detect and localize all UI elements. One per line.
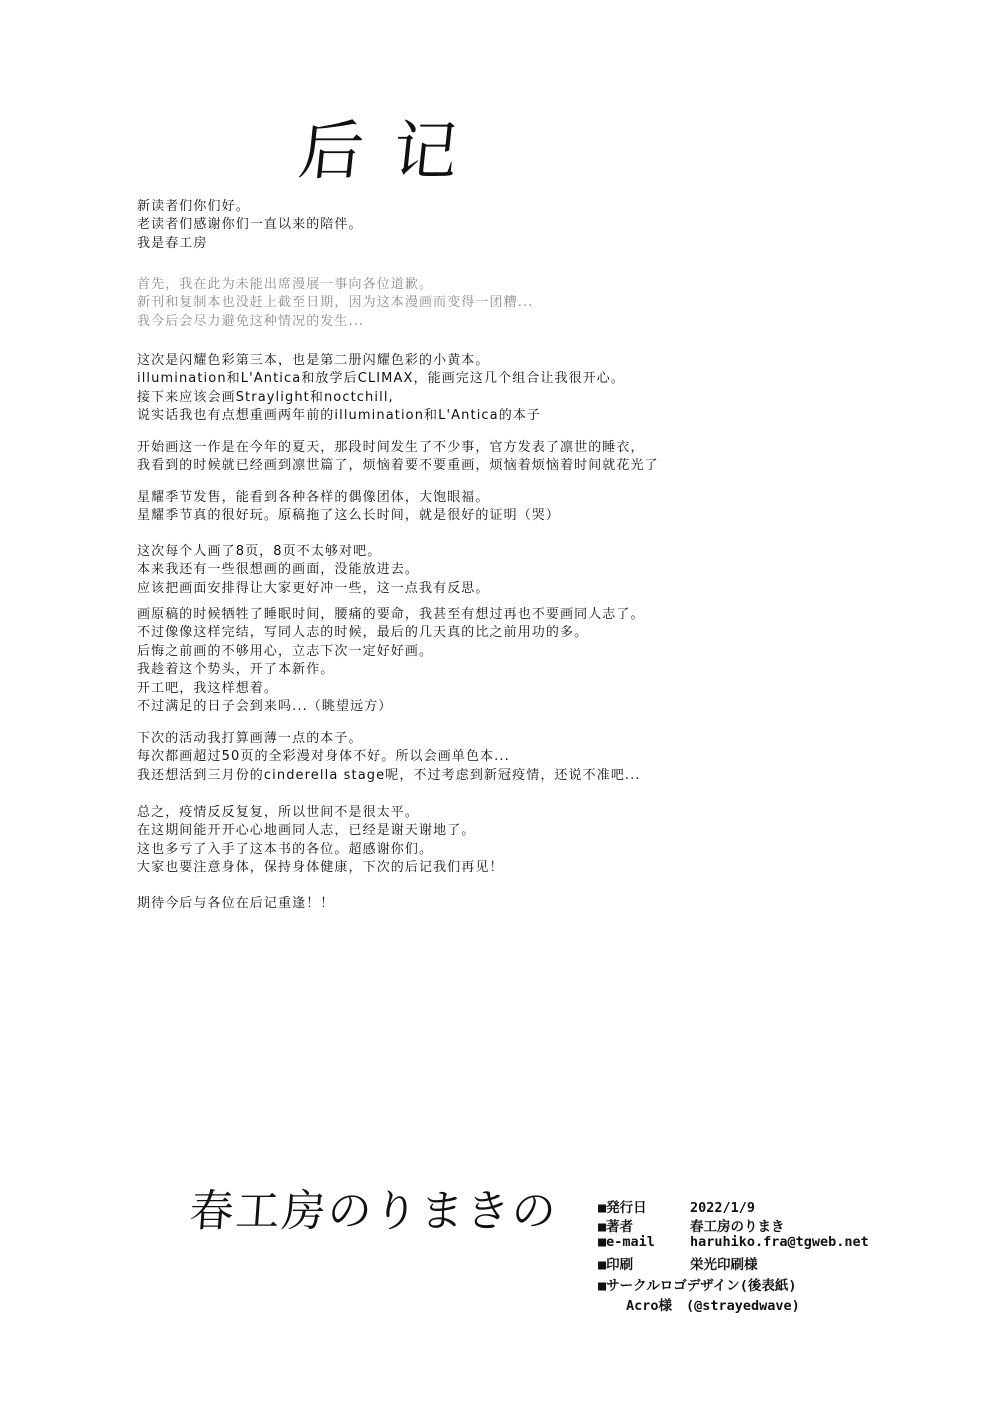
colophon-value: 2022/1/9 bbox=[690, 1200, 756, 1216]
paragraph-line: 我还想活到三月份的cinderella stage呢，不过考虑到新冠疫情，还说不准吧... bbox=[137, 767, 641, 783]
paragraph-line: 应该把画面安排得让大家更好冲一些，这一点我有反思。 bbox=[137, 580, 490, 596]
colophon-key: ■サークルロゴデザイン(後表紙) bbox=[598, 1278, 797, 1294]
paragraph-line: 我趁着这个势头，开了本新作。 bbox=[137, 662, 335, 678]
colophon-row bbox=[598, 1215, 785, 1235]
paragraph-line: 首先，我在此为未能出席漫展一事向各位道歉。 bbox=[137, 277, 434, 292]
paragraph-line: 在这期间能开开心心地画同人志，已经是谢天谢地了。 bbox=[137, 823, 476, 839]
colophon-row bbox=[598, 1196, 755, 1216]
colophon-row bbox=[598, 1253, 758, 1273]
paragraph-line: 不过像像这样完结，写同人志的时候，最后的几天真的比之前用功的多。 bbox=[137, 625, 589, 641]
paragraph-line: 星耀季节真的很好玩。原稿拖了这么长时间，就是很好的证明（哭） bbox=[137, 508, 561, 524]
paragraph-line: 我看到的时候就已经画到凛世篇了，烦恼着要不要重画，烦恼着烦恼着时间就花光了 bbox=[137, 458, 659, 474]
colophon-row bbox=[598, 1274, 811, 1294]
paragraph-line: 总之，疫情反反复复，所以世间不是很太平。 bbox=[137, 805, 420, 820]
paragraph-line: 接下来应该会画Straylight和noctchill, bbox=[137, 389, 394, 405]
paragraph-line: 老读者们感谢你们一直以来的陪伴。 bbox=[137, 217, 363, 233]
paragraph-line: 新读者们你们好。 bbox=[137, 199, 250, 214]
paragraph-line: 期待今后与各位在后记重逢！！ bbox=[137, 896, 335, 911]
paragraph-line: 这也多亏了入手了这本书的各位。超感谢你们。 bbox=[137, 841, 434, 857]
paragraph-line: 本来我还有一些很想画的画面，没能放进去。 bbox=[137, 562, 420, 578]
colophon-row bbox=[598, 1234, 869, 1250]
paragraph-line: 这次是闪耀色彩第三本，也是第二册闪耀色彩的小黄本。 bbox=[137, 353, 490, 368]
paragraph-line: 开工吧，我这样想着。 bbox=[137, 680, 279, 696]
paragraph-line: 大家也要注意身体，保持身体健康，下次的后记我们再见！ bbox=[137, 860, 504, 876]
paragraph-line: 画原稿的时候牺牲了睡眠时间，腰痛的要命，我甚至有想过再也不要画同人志了。 bbox=[137, 607, 645, 622]
paragraph-line: 每次都画超过50页的全彩漫对身体不好。所以会画单色本... bbox=[137, 749, 510, 765]
paragraph-line: 后悔之前画的不够用心，立志下次一定好好画。 bbox=[137, 643, 434, 659]
paragraph-line: 新刊和复制本也没赶上截至日期，因为这本漫画而变得一团糟... bbox=[137, 295, 534, 311]
paragraph-line: 星耀季节发售，能看到各种各样的偶像团体，大饱眼福。 bbox=[137, 490, 490, 505]
colophon-value: haruhiko.fra@tgweb.net bbox=[690, 1234, 869, 1250]
paragraph-line: illumination和L'Antica和放学后CLIMAX，能画完这几个组合让我很开心。 bbox=[137, 371, 625, 387]
colophon-key: ■著者 bbox=[598, 1219, 634, 1235]
colophon-key: ■印刷 bbox=[598, 1257, 634, 1273]
paragraph-line: 不过满足的日子会到来吗...（眺望远方） bbox=[137, 699, 393, 714]
colophon-key: ■e-mail bbox=[598, 1234, 655, 1250]
paragraph-line: 我是春工房 bbox=[137, 235, 208, 251]
colophon-row bbox=[626, 1294, 800, 1314]
paragraph-line: 我今后会尽力避免这种情况的发生... bbox=[137, 313, 365, 329]
paragraph-line: 下次的活动我打算画薄一点的本子。 bbox=[137, 731, 363, 746]
colophon-value: 春工房のりまき bbox=[690, 1219, 785, 1235]
afterword-title: 后记 bbox=[295, 115, 492, 189]
signature: 春工房のりまきの bbox=[187, 1186, 560, 1237]
paragraph-line: 开始画这一作是在今年的夏天，那段时间发生了不少事，官方发表了凛世的睡衣， bbox=[137, 440, 645, 455]
paragraph-line: 说实话我也有点想重画两年前的illumination和L'Antica的本子 bbox=[137, 408, 542, 424]
colophon-value: (@strayedwave) bbox=[686, 1298, 800, 1314]
colophon-key: ■発行日 bbox=[598, 1200, 647, 1216]
colophon-value: 栄光印刷様 bbox=[690, 1257, 758, 1273]
paragraph-line: 这次每个人画了8页，8页不太够对吧。 bbox=[137, 544, 382, 559]
colophon-key: Acro様 bbox=[626, 1298, 673, 1314]
